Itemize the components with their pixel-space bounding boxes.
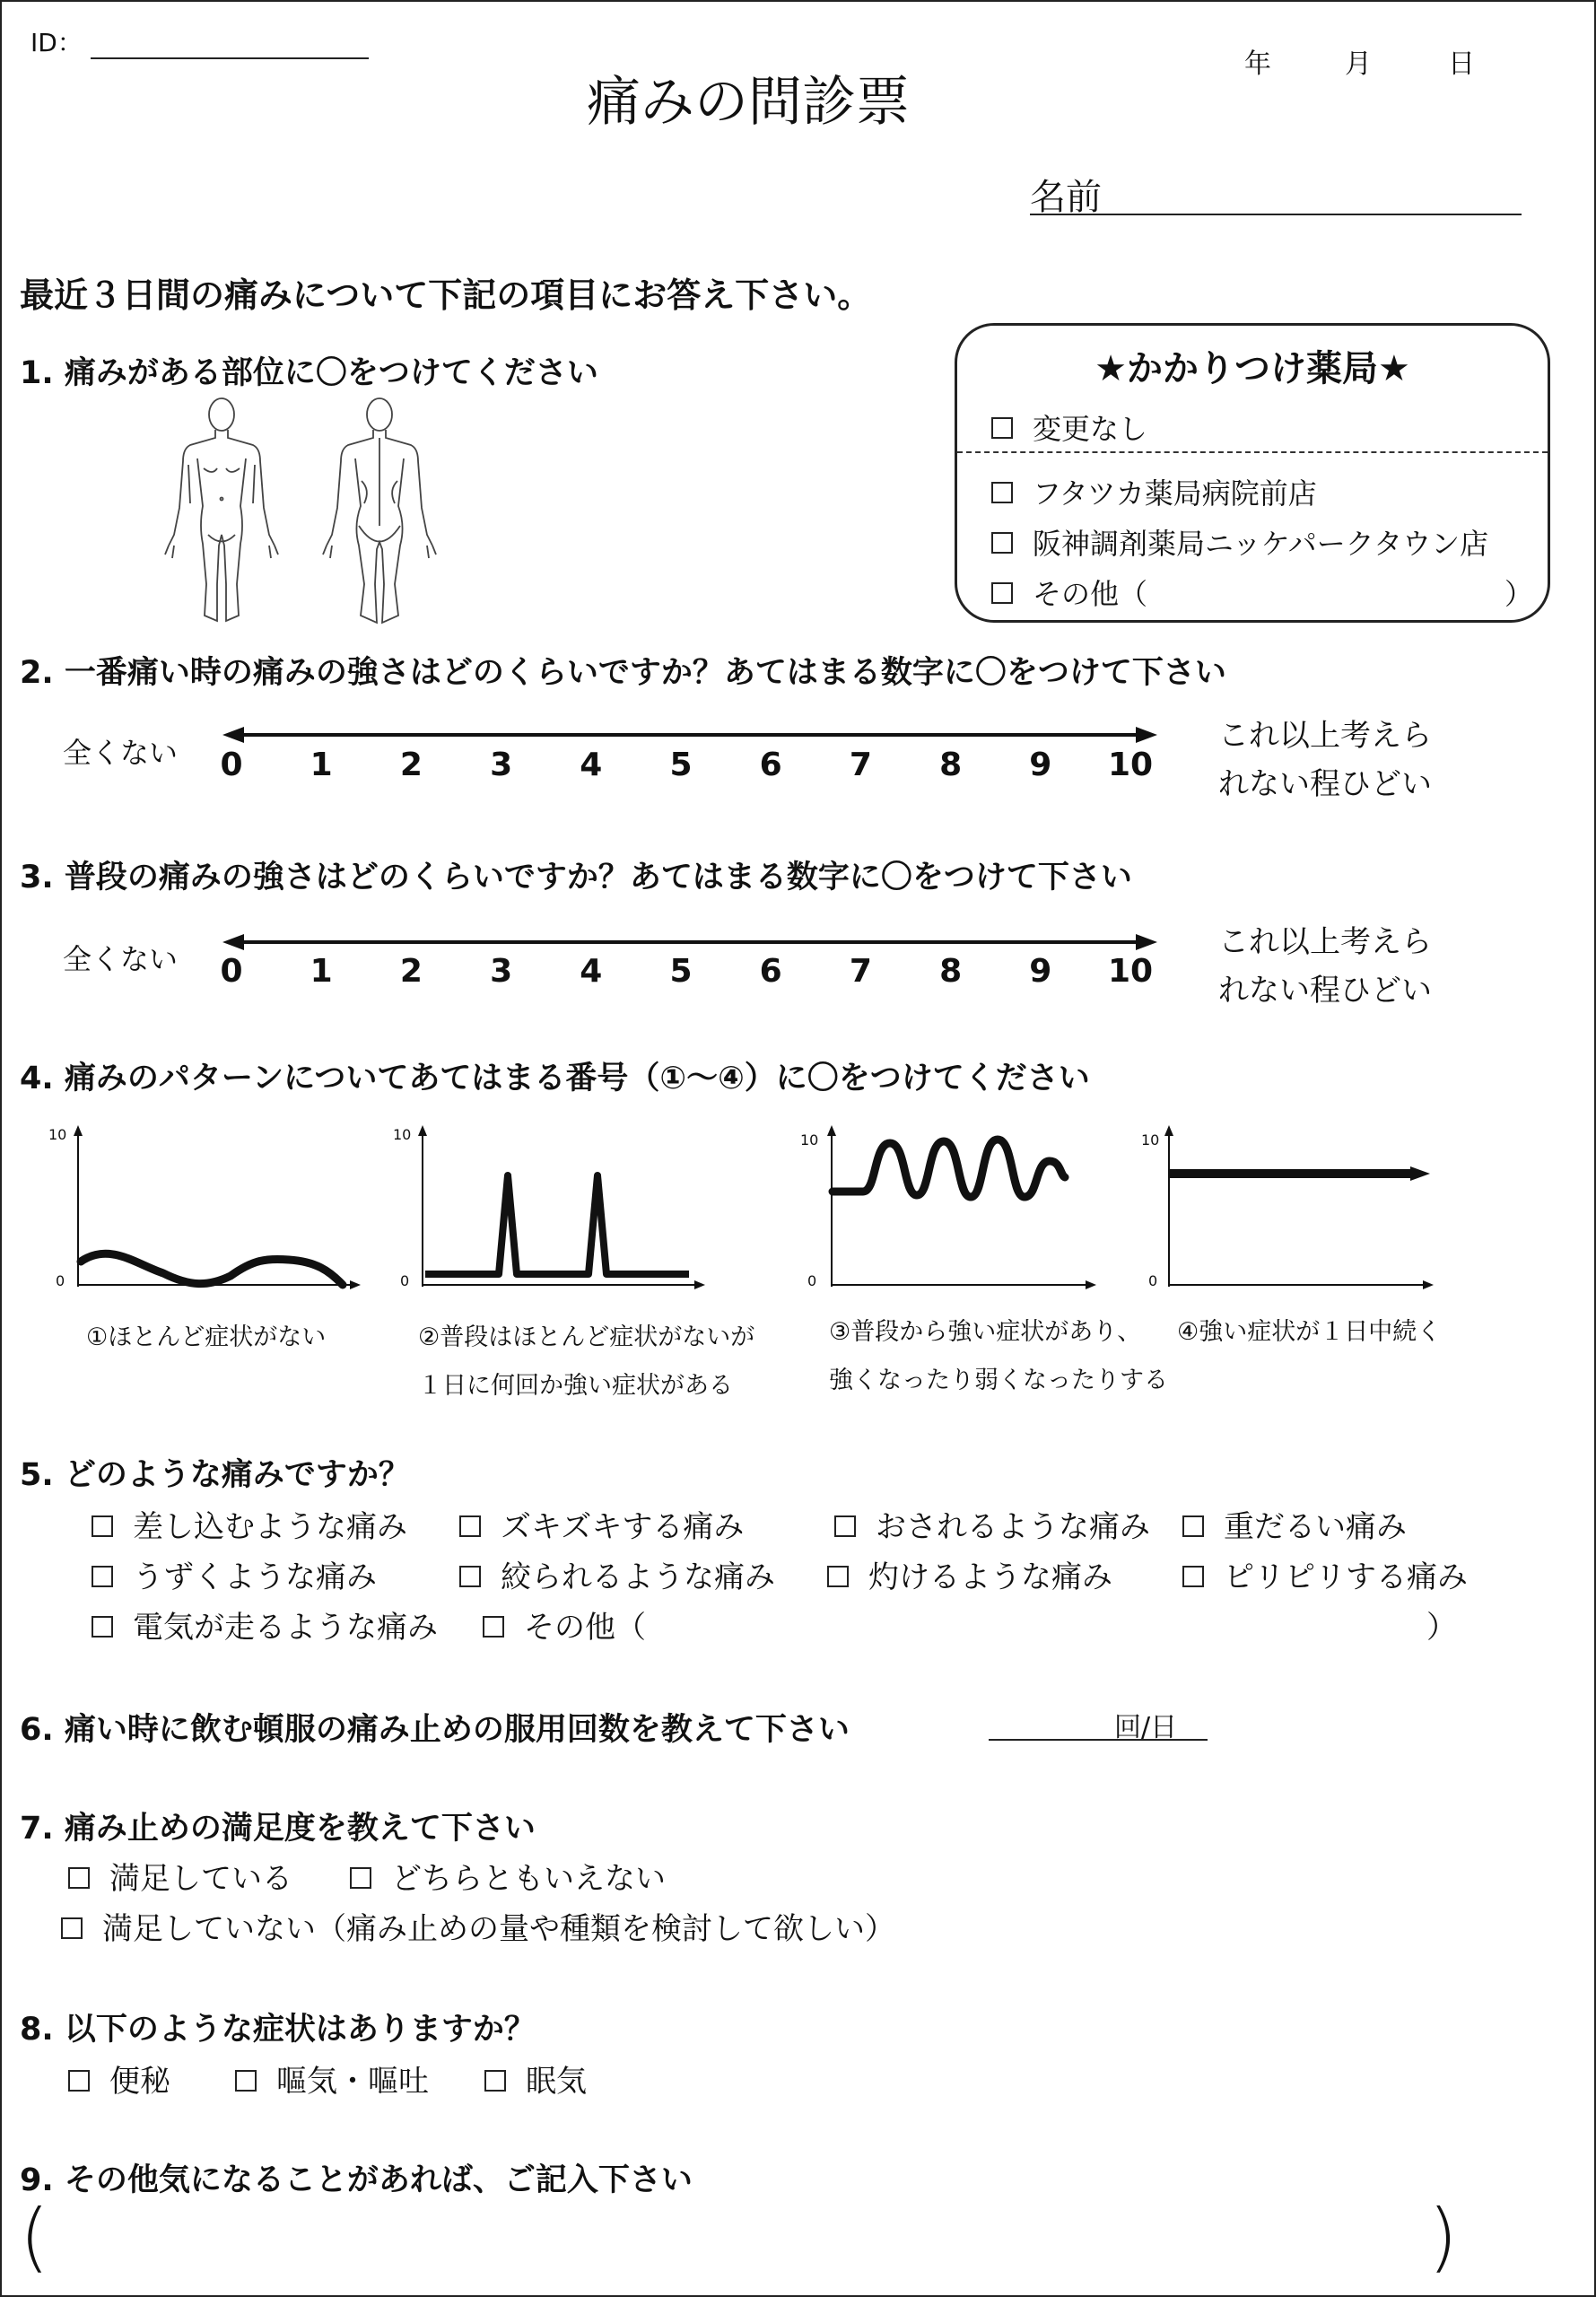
q2-scale-number[interactable]: 3 — [490, 747, 513, 783]
checkbox[interactable] — [991, 532, 1013, 554]
q2-scale-number[interactable]: 5 — [669, 747, 693, 783]
symptom-option-2[interactable] — [235, 2057, 429, 2100]
date-month-label: 月 — [1345, 48, 1372, 80]
intro-text: 最近３日間の痛みについて下記の項目にお答え下さい。 — [20, 275, 872, 315]
q3-scale-number[interactable]: 0 — [220, 953, 243, 990]
pain-option-label: 重だるい痛み — [1224, 1509, 1407, 1545]
comments-bracket-close: ) — [1428, 2193, 1458, 2281]
q2-left-label: 全くない — [63, 736, 179, 770]
page-title: 痛みの問診票 — [587, 71, 910, 134]
checkbox[interactable] — [459, 1566, 481, 1587]
pattern-3-axis-top: 10 — [800, 1131, 819, 1148]
pharmacy-title: ★かかりつけ薬局★ — [1095, 348, 1410, 389]
symptom-option-label: 眠気 — [526, 2064, 587, 2100]
name-underline — [1030, 214, 1522, 215]
checkbox[interactable] — [834, 1515, 856, 1537]
q2-scale-number[interactable]: 8 — [939, 747, 963, 783]
q2-scale-number[interactable]: 7 — [849, 747, 872, 783]
pain-option-label: その他（ — [524, 1610, 646, 1646]
checkbox[interactable] — [991, 582, 1013, 604]
pharmacy-option-label: 変更なし — [1033, 412, 1148, 446]
date-year-label: 年 — [1244, 48, 1271, 80]
pattern-1-axis-bottom: 0 — [56, 1272, 65, 1289]
q8-label: 8. 以下のような症状はありますか？ — [20, 2012, 536, 2048]
q3-scale-number[interactable]: 2 — [399, 953, 423, 990]
q3-scale-number[interactable]: 3 — [490, 953, 513, 990]
pain-option-label: ズキズキする痛み — [501, 1509, 745, 1545]
checkbox[interactable] — [827, 1566, 849, 1587]
q2-label: 2. 一番痛い時の痛みの強さはどのくらいですか？あてはまる数字に〇をつけて下さい — [20, 655, 1226, 691]
pain-option-label: ピリピリする痛み — [1224, 1559, 1468, 1595]
pain-option-4[interactable] — [1182, 1502, 1407, 1546]
pattern-2-axis-bottom: 0 — [400, 1272, 410, 1289]
pharmacy-divider — [957, 451, 1548, 453]
pain-option-other[interactable] — [483, 1603, 646, 1646]
pain-other-close: ） — [1426, 1610, 1457, 1646]
q6-label: 6. 痛い時に飲む頓服の痛み止めの服用回数を教えて下さい — [20, 1712, 850, 1748]
q2-scale-number[interactable]: 4 — [580, 747, 603, 783]
q2-right-label-1: これ以上考えら — [1218, 718, 1432, 754]
pharmacy-option-label: フタツカ薬局病院前店 — [1033, 476, 1317, 511]
q3-scale-number[interactable]: 4 — [580, 953, 603, 990]
pattern-2-graph[interactable] — [418, 1125, 705, 1287]
pharmacy-option-hanshin[interactable] — [991, 521, 1488, 563]
checkbox[interactable] — [991, 482, 1013, 503]
pattern-1-graph[interactable] — [74, 1125, 361, 1287]
q2-scale-number[interactable]: 1 — [310, 747, 333, 783]
pattern-4-graph[interactable] — [1164, 1125, 1434, 1287]
pattern-3-caption-2: 強くなったり弱くなったりする — [829, 1367, 1168, 1394]
symptom-option-3[interactable] — [484, 2057, 587, 2100]
id-field[interactable] — [31, 23, 369, 59]
symptom-option-1[interactable] — [68, 2057, 170, 2100]
q7-label: 7. 痛み止めの満足度を教えて下さい — [20, 1811, 536, 1847]
q2-scale-number[interactable]: 0 — [220, 747, 243, 783]
q2-scale-arrow — [222, 721, 1157, 748]
q9-label: 9. その他気になることがあれば、ご記入下さい — [20, 2162, 693, 2198]
q3-scale-arrow — [222, 929, 1157, 956]
checkbox[interactable] — [1182, 1566, 1204, 1587]
q1-label: 1. 痛みがある部位に〇をつけてください — [20, 355, 598, 391]
q3-right-label-1: これ以上考えら — [1218, 924, 1432, 960]
satisfaction-option-3[interactable] — [61, 1904, 895, 1948]
q2-scale-number[interactable]: 6 — [759, 747, 782, 783]
satisfaction-option-label: 満足している — [109, 1861, 292, 1897]
q2-scale-number[interactable]: 2 — [399, 747, 423, 783]
checkbox[interactable] — [235, 2070, 257, 2092]
checkbox[interactable] — [68, 1867, 90, 1889]
comments-field[interactable] — [20, 2193, 1458, 2281]
symptom-option-label: 便秘 — [109, 2064, 170, 2100]
pain-option-label: 絞られるような痛み — [501, 1559, 775, 1595]
checkbox[interactable] — [991, 417, 1013, 439]
pattern-3-graph[interactable] — [827, 1125, 1096, 1287]
id-blank[interactable] — [91, 32, 369, 59]
symptom-option-label: 嘔気・嘔吐 — [276, 2064, 429, 2100]
pain-option-2[interactable] — [459, 1502, 744, 1546]
checkbox[interactable] — [92, 1566, 113, 1587]
pharmacy-option-no-change[interactable] — [991, 406, 1147, 448]
pattern-2-caption-1: ②普段はほとんど症状がないが — [418, 1323, 755, 1351]
pain-option-label: 灼けるような痛み — [868, 1559, 1112, 1595]
q3-scale-number[interactable]: 10 — [1107, 953, 1154, 990]
pain-option-label: おされるような痛み — [876, 1509, 1150, 1545]
pattern-4-caption-1: ④強い症状が１日中続く — [1177, 1318, 1442, 1346]
body-back-figure[interactable] — [321, 391, 438, 633]
q3-right-label-2: れない程ひどい — [1218, 973, 1432, 1009]
q5-label: 5. どのような痛みですか？ — [20, 1457, 410, 1493]
q2-scale-number[interactable]: 10 — [1107, 747, 1154, 783]
id-label: ID： — [31, 28, 83, 57]
pain-option-label: うずくような痛み — [133, 1559, 377, 1595]
pain-option-label: 電気が走るような痛み — [133, 1610, 438, 1646]
checkbox[interactable] — [350, 1867, 371, 1889]
pattern-2-caption-2: １日に何回か強い症状がある — [418, 1372, 733, 1400]
checkbox[interactable] — [92, 1515, 113, 1537]
checkbox[interactable] — [484, 2070, 506, 2092]
checkbox[interactable] — [483, 1616, 504, 1638]
q3-label: 3. 普段の痛みの強さはどのくらいですか？あてはまる数字に〇をつけて下さい — [20, 860, 1132, 895]
pain-option-label: 差し込むような痛み — [133, 1509, 407, 1545]
pain-option-6[interactable] — [459, 1552, 775, 1596]
q3-scale-number[interactable]: 5 — [669, 953, 693, 990]
pattern-3-axis-bottom: 0 — [807, 1272, 817, 1289]
pain-option-3[interactable] — [834, 1502, 1150, 1546]
pharmacy-option-other[interactable] — [991, 572, 1147, 613]
date-day-label: 日 — [1448, 48, 1475, 80]
satisfaction-option-label: どちらともいえない — [391, 1861, 666, 1897]
q4-label: 4. 痛みのパターンについてあてはまる番号（①～④）に〇をつけてください — [20, 1061, 1090, 1096]
q3-left-label: 全くない — [63, 942, 179, 976]
q2-scale-number[interactable]: 9 — [1029, 747, 1052, 783]
pattern-1-axis-top: 10 — [48, 1126, 67, 1143]
q2-right-label-2: れない程ひどい — [1218, 766, 1432, 802]
pattern-4-axis-top: 10 — [1141, 1131, 1160, 1148]
pharmacy-option-label: 阪神調剤薬局ニッケパークタウン店 — [1033, 527, 1489, 561]
q3-scale-number[interactable]: 1 — [310, 953, 333, 990]
q3-scale-number[interactable]: 7 — [849, 953, 872, 990]
checkbox[interactable] — [1182, 1515, 1204, 1537]
checkbox[interactable] — [68, 2070, 90, 2092]
pattern-1-caption-1: ①ほとんど症状がない — [86, 1323, 327, 1351]
satisfaction-option-2[interactable] — [350, 1854, 666, 1898]
pattern-2-axis-top: 10 — [393, 1126, 412, 1143]
pharmacy-other-close: ） — [1504, 577, 1534, 611]
name-field[interactable] — [1030, 169, 1522, 218]
pain-option-9[interactable] — [92, 1603, 438, 1646]
pattern-3-caption-1: ③普段から強い症状があり、 — [829, 1318, 1142, 1346]
pain-option-5[interactable] — [92, 1552, 377, 1596]
satisfaction-option-label: 満足していない（痛み止めの量や種類を検討して欲しい） — [102, 1911, 895, 1947]
checkbox[interactable] — [459, 1515, 481, 1537]
dose-count-field[interactable] — [989, 1705, 1208, 1741]
comments-bracket-open: ( — [20, 2193, 49, 2281]
q3-scale-number[interactable]: 9 — [1029, 953, 1052, 990]
pharmacy-option-label: その他（ — [1033, 577, 1148, 611]
pharmacy-option-futatsuka[interactable] — [991, 471, 1317, 512]
pain-option-8[interactable] — [1182, 1552, 1468, 1596]
checkbox[interactable] — [61, 1917, 83, 1939]
pattern-4-axis-bottom: 0 — [1148, 1272, 1158, 1289]
satisfaction-option-1[interactable] — [68, 1854, 292, 1898]
pain-option-1[interactable] — [92, 1502, 407, 1546]
q3-scale-number[interactable]: 6 — [759, 953, 782, 990]
pain-option-7[interactable] — [827, 1552, 1112, 1596]
pharmacy-box — [955, 323, 1550, 623]
checkbox[interactable] — [92, 1616, 113, 1638]
dose-unit-label: 回/日 — [1114, 1712, 1178, 1743]
q3-scale-number[interactable]: 8 — [939, 953, 963, 990]
name-label: 名前 — [1030, 177, 1102, 218]
body-front-figure[interactable] — [163, 391, 280, 633]
